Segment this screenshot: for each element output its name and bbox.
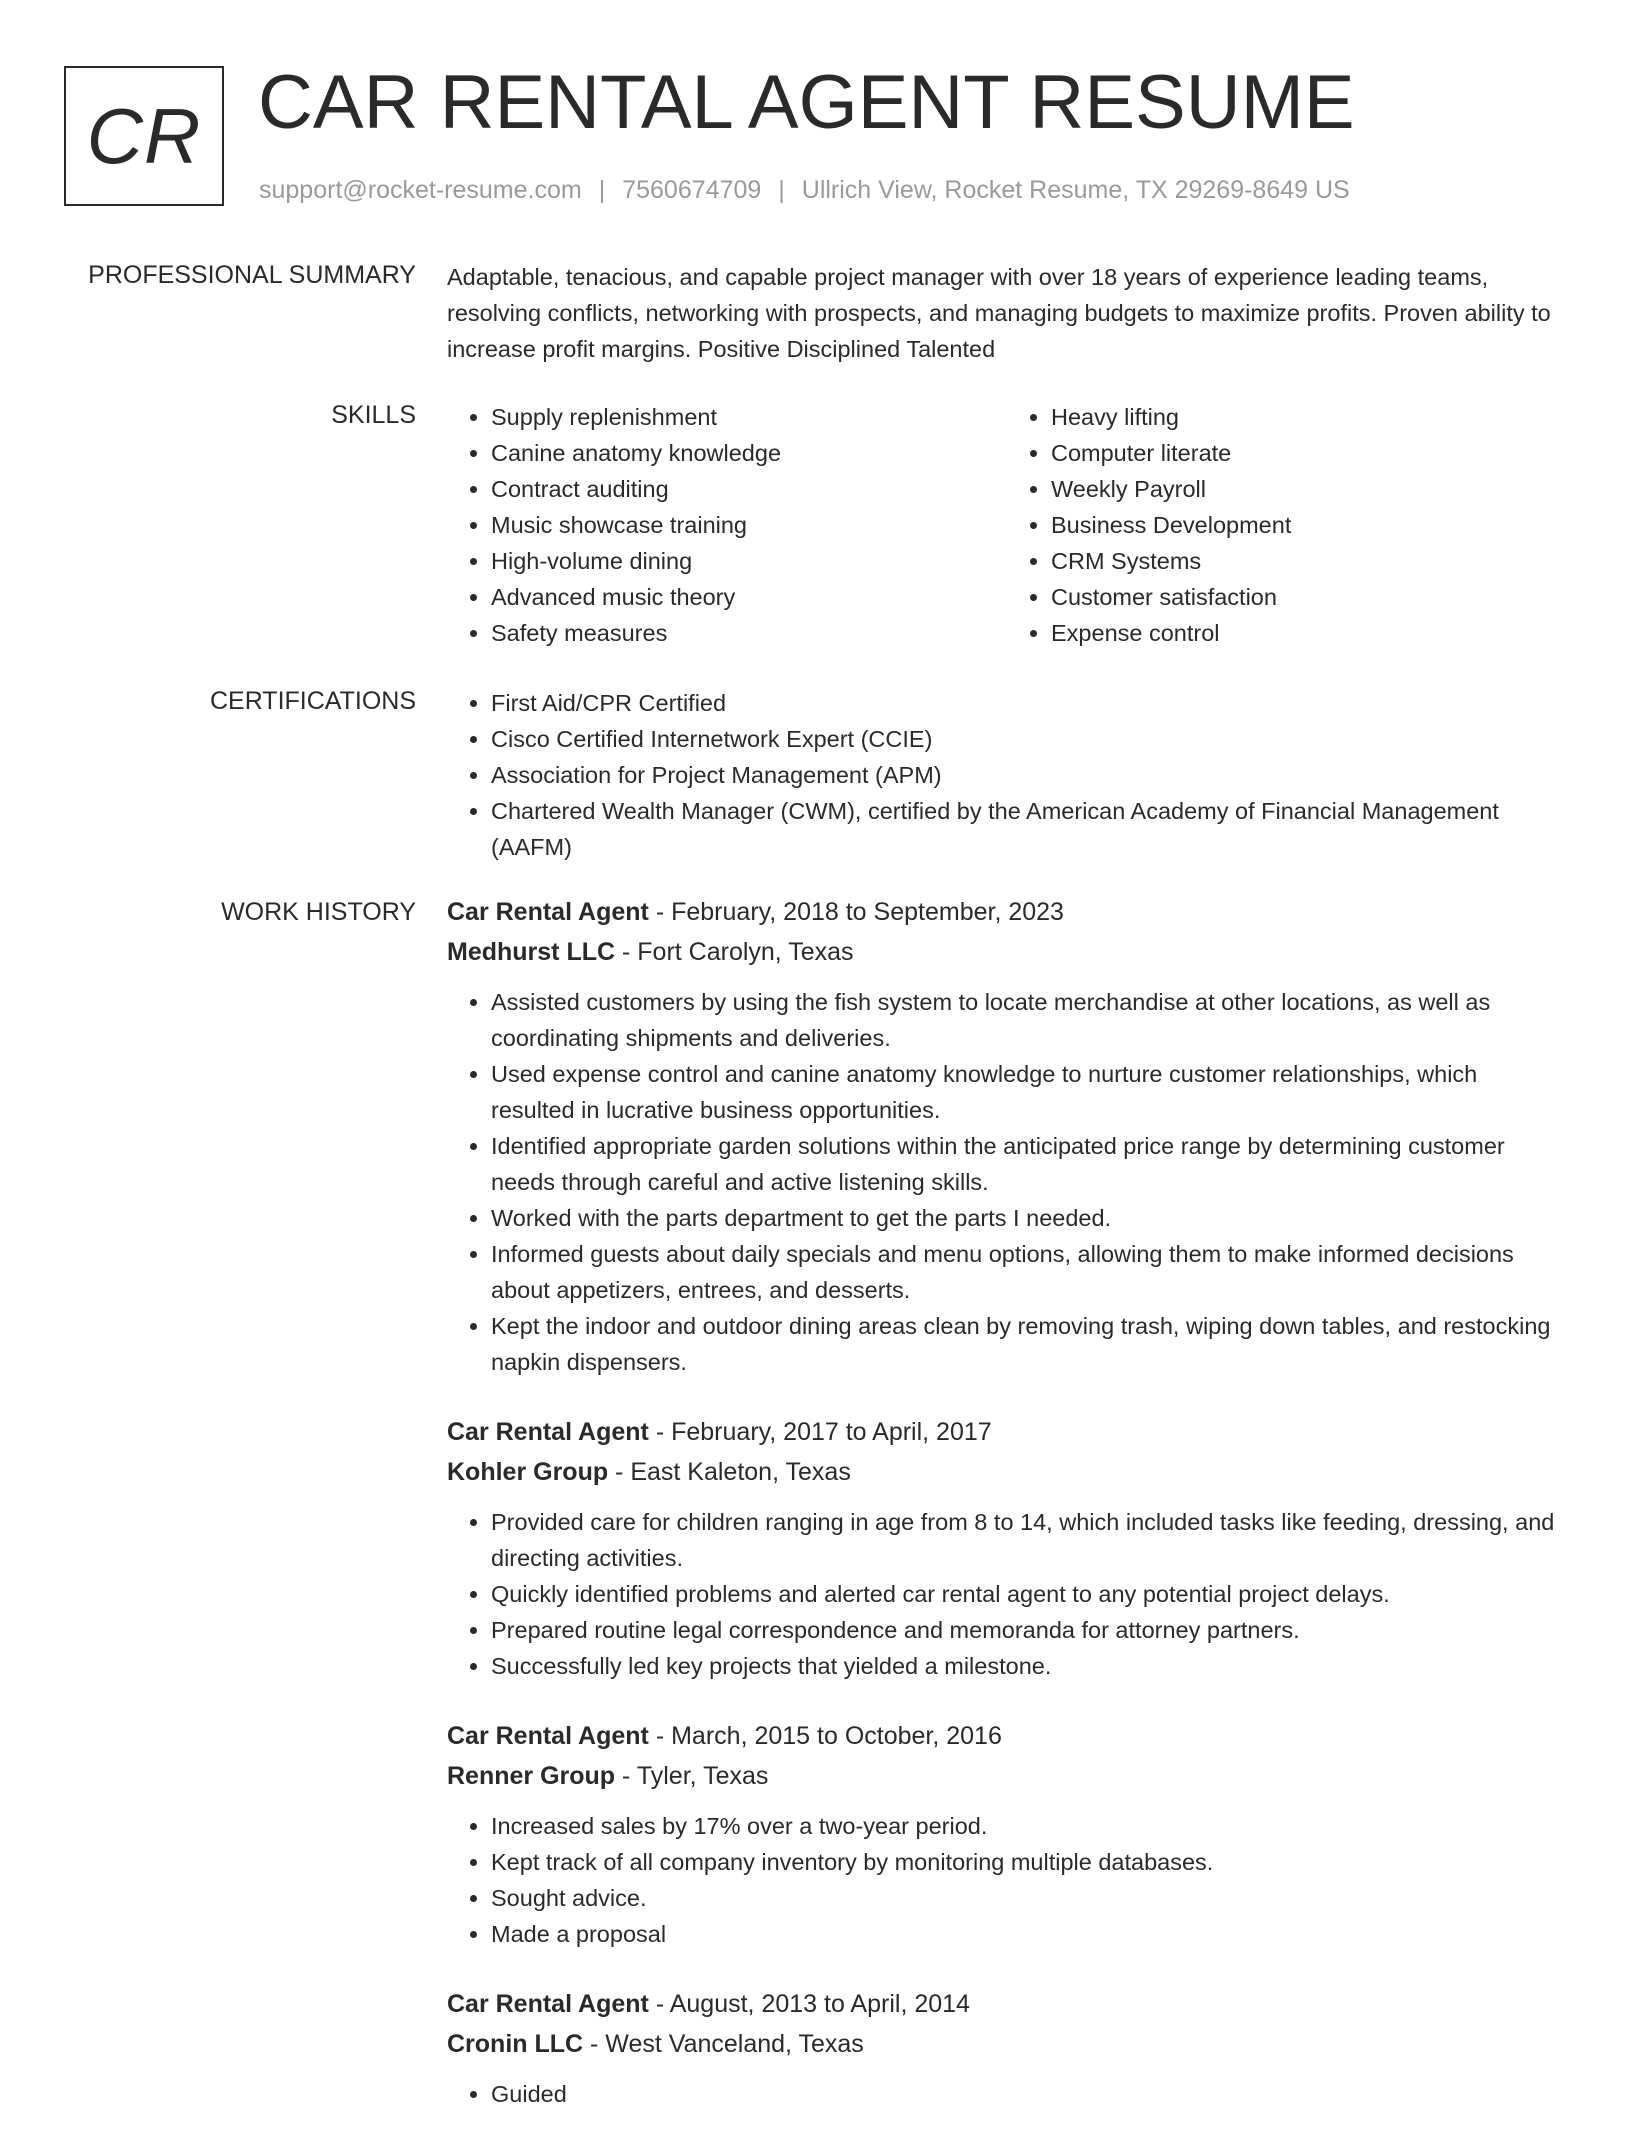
- job-company: Renner Group: [447, 1762, 616, 1790]
- skill-item: • Music showcase training: [491, 507, 1007, 543]
- job-title: Car Rental Agent: [447, 1990, 649, 2018]
- summary-label: PROFESSIONAL SUMMARY: [88, 261, 416, 289]
- job-company-line: [447, 1452, 1567, 1492]
- skill-item: • Weekly Payroll: [1051, 471, 1567, 507]
- job-entry: [447, 1984, 1567, 2112]
- summary-text: Adaptable, tenacious, and capable project manager with over 18 years of experience leading teams, resolving conflicts, networking with prospects, and managing budgets to maximize profits. Proven ability to increase profit margins. Positive Disciplined Talented: [447, 264, 1551, 362]
- certifications-body: [447, 685, 1567, 865]
- job-location: - West Vanceland, Texas: [583, 2030, 864, 2058]
- job-entry: [447, 1716, 1567, 1952]
- job-company: Cronin LLC: [447, 2030, 584, 2058]
- job-title: Car Rental Agent: [447, 898, 649, 926]
- job-dates: - February, 2018 to September, 2023: [648, 898, 1064, 926]
- job-dates: - March, 2015 to October, 2016: [648, 1722, 1002, 1750]
- job-bullet: • Made a proposal: [491, 1916, 1567, 1952]
- job-company: Kohler Group: [447, 1458, 609, 1486]
- skill-item: • CRM Systems: [1051, 543, 1567, 579]
- job-bullet: • Successfully led key projects that yielded a milestone.: [491, 1648, 1567, 1684]
- job-company-line: [447, 932, 1567, 972]
- job-title-line: [447, 1984, 1567, 2024]
- job-bullet: • Kept track of all company inventory by monitoring multiple databases.: [491, 1844, 1567, 1880]
- job-bullet: • Used expense control and canine anatomy knowledge to nurture customer relationships, which resulted in lucrative business opportunities.: [491, 1056, 1567, 1128]
- contact-line: [259, 174, 1350, 206]
- job-company: Medhurst LLC: [447, 938, 616, 966]
- certifications-label: CERTIFICATIONS: [209, 687, 416, 715]
- job-bullet: • Sought advice.: [491, 1880, 1567, 1916]
- work-history-body: [447, 892, 1567, 2144]
- skill-item: • Canine anatomy knowledge: [491, 435, 1007, 471]
- job-bullets: [447, 1808, 1567, 1952]
- job-bullets: [447, 1504, 1567, 1684]
- skills-columns: [447, 399, 1567, 651]
- contact-separator: |: [778, 176, 785, 204]
- skills-list-right: [1007, 399, 1567, 651]
- job-entry: [447, 892, 1567, 1380]
- page-title: CAR RENTAL AGENT RESUME: [258, 60, 1355, 145]
- job-location: - Fort Carolyn, Texas: [615, 938, 854, 966]
- job-bullet: • Assisted customers by using the fish system to locate merchandise at other locations, as well as coordinating shipments and deliveries.: [491, 984, 1567, 1056]
- job-title-line: [447, 1412, 1567, 1452]
- job-bullet: • Prepared routine legal correspondence and memoranda for attorney partners.: [491, 1612, 1567, 1648]
- skill-item: • Advanced music theory: [491, 579, 1007, 615]
- certification-item: • Cisco Certified Internetwork Expert (CCIE): [491, 721, 1567, 757]
- skills-list-left: [447, 399, 1007, 651]
- monogram-text: CR: [86, 91, 202, 180]
- job-bullet: • Identified appropriate garden solutions within the anticipated price range by determining customer needs through careful and active listening skills.: [491, 1128, 1567, 1200]
- skill-item: • Contract auditing: [491, 471, 1007, 507]
- job-dates: - August, 2013 to April, 2014: [648, 1990, 970, 2018]
- job-bullet: • Informed guests about daily specials and menu options, allowing them to make informed decisions about appetizers, entrees, and desserts.: [491, 1236, 1567, 1308]
- job-title-line: [447, 1716, 1567, 1756]
- skill-item: • Expense control: [1051, 615, 1567, 651]
- job-company-line: [447, 1756, 1567, 1796]
- job-location: - East Kaleton, Texas: [608, 1458, 851, 1486]
- monogram-badge: [64, 66, 224, 206]
- job-title-line: [447, 892, 1567, 932]
- contact-email: support@rocket-resume.com: [259, 176, 582, 204]
- contact-separator: |: [598, 176, 606, 204]
- certification-item: • Association for Project Management (APM): [491, 757, 1567, 793]
- skill-item: • Business Development: [1051, 507, 1567, 543]
- job-location: - Tyler, Texas: [615, 1762, 769, 1790]
- work-history-label: WORK HISTORY: [221, 898, 416, 926]
- certification-item: • First Aid/CPR Certified: [491, 685, 1567, 721]
- job-bullets: [447, 984, 1567, 1380]
- job-title: Car Rental Agent: [447, 1722, 649, 1750]
- contact-address: Ullrich View, Rocket Resume, TX 29269-8649 US: [801, 176, 1350, 204]
- skill-item: • Safety measures: [491, 615, 1007, 651]
- skill-item: • Heavy lifting: [1051, 399, 1567, 435]
- job-company-line: [447, 2024, 1567, 2064]
- skill-item: • Supply replenishment: [491, 399, 1007, 435]
- skill-item: • High-volume dining: [491, 543, 1007, 579]
- skill-item: • Customer satisfaction: [1051, 579, 1567, 615]
- job-bullet: • Increased sales by 17% over a two-year period.: [491, 1808, 1567, 1844]
- job-entry: [447, 1412, 1567, 1684]
- skill-item: • Computer literate: [1051, 435, 1567, 471]
- job-bullet: • Guided: [491, 2076, 1567, 2112]
- job-title: Car Rental Agent: [447, 1418, 649, 1446]
- job-bullet: • Worked with the parts department to get the parts I needed.: [491, 1200, 1567, 1236]
- certifications-list: [447, 685, 1567, 865]
- job-bullet: • Provided care for children ranging in age from 8 to 14, which included tasks like feeding, dressing, and directing activities.: [491, 1504, 1567, 1576]
- job-bullets: [447, 2076, 1567, 2112]
- contact-phone: 7560674709: [622, 176, 762, 204]
- job-bullet: • Kept the indoor and outdoor dining areas clean by removing trash, wiping down tables, and restocking napkin dispensers.: [491, 1308, 1567, 1380]
- certification-item: • Chartered Wealth Manager (CWM), certified by the American Academy of Financial Management (AAFM): [491, 793, 1567, 865]
- skills-label: SKILLS: [331, 401, 416, 429]
- job-dates: - February, 2017 to April, 2017: [648, 1418, 992, 1446]
- job-bullet: • Quickly identified problems and alerted car rental agent to any potential project delays.: [491, 1576, 1567, 1612]
